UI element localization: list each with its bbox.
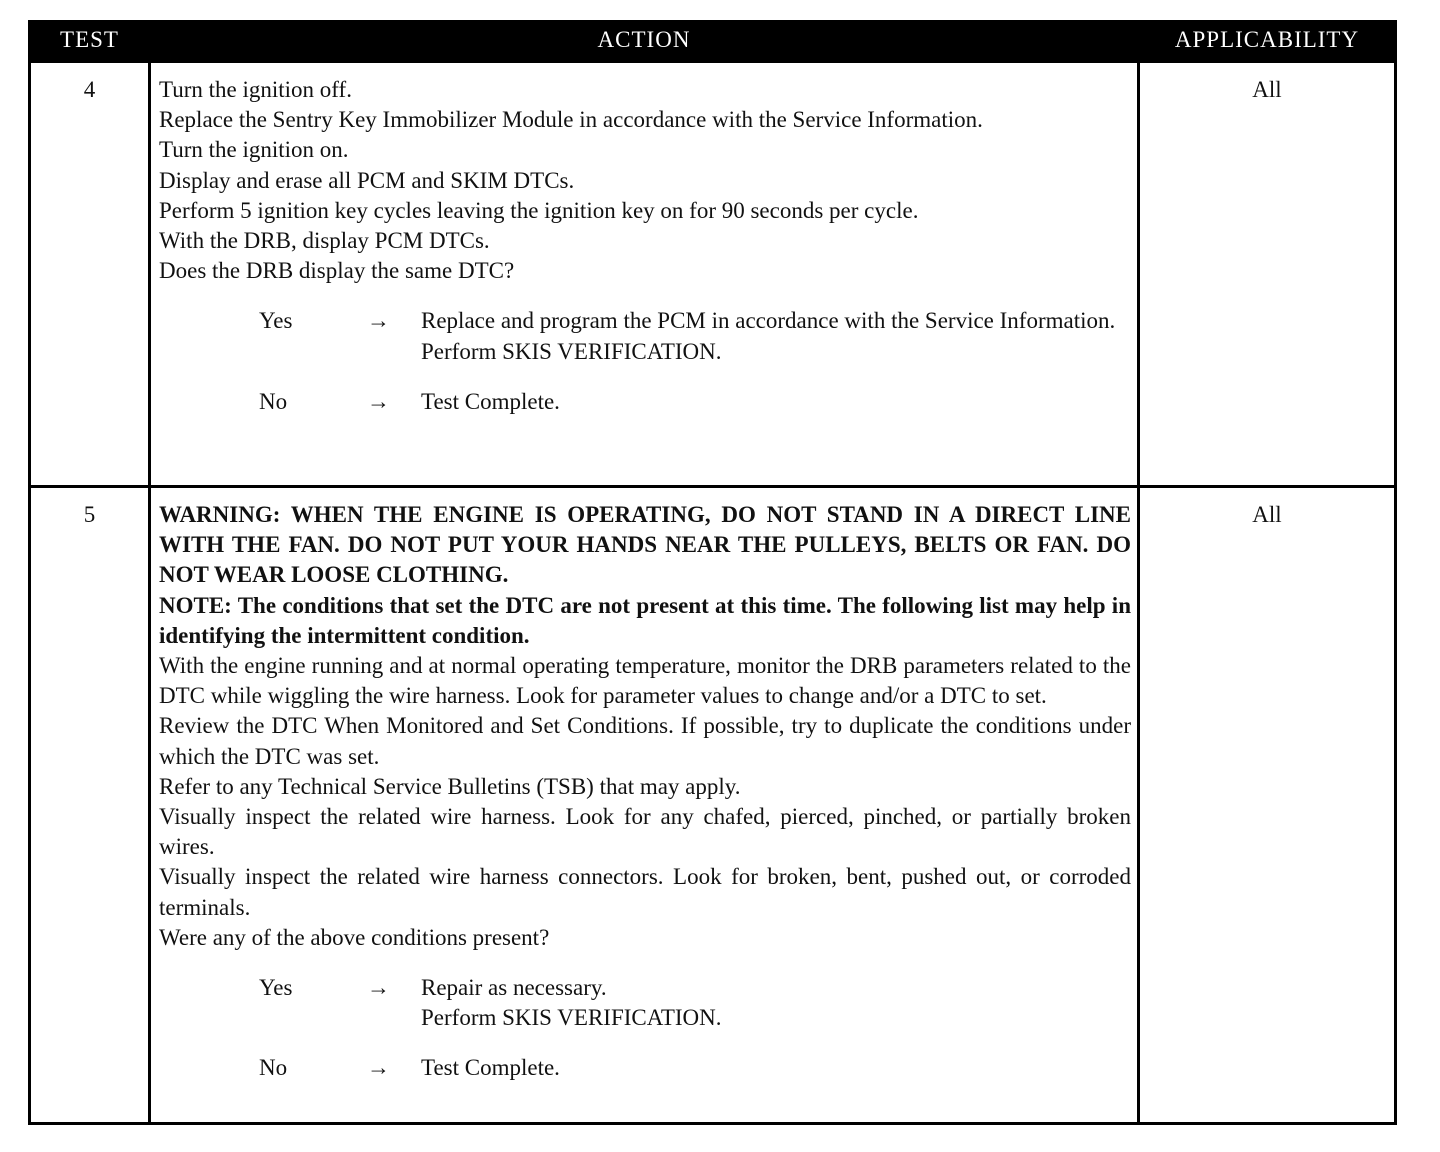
no-label: No <box>259 1055 288 1081</box>
header-applicability: APPLICABILITY <box>1139 20 1396 62</box>
action-step: Turn the ignition off. <box>159 77 352 102</box>
applicability-value: All <box>1139 487 1396 1124</box>
yes-result-line: Repair as necessary. <box>421 975 607 1001</box>
action-step: Perform 5 ignition key cycles leaving the ignition key on for 90 seconds per cycle. <box>159 197 919 223</box>
arrow-right-icon: → <box>367 1055 390 1081</box>
no-result <box>421 387 1131 417</box>
table-row <box>30 62 1396 487</box>
action-step: Visually inspect the related wire harness. Look for any chafed, pierced, pinched, or partially broken wires. <box>159 804 1131 860</box>
diagnostic-test-table <box>28 20 1394 1125</box>
action-step: Refer to any Technical Service Bulletins (TSB) that may apply. <box>159 773 741 799</box>
no-label: No <box>259 388 288 414</box>
no-result <box>421 1053 1131 1083</box>
test-number: 5 <box>30 487 150 1124</box>
header-test: TEST <box>30 20 150 62</box>
yes-result-line: Perform SKIS VERIFICATION. <box>421 1005 722 1031</box>
no-branch <box>159 1053 1131 1083</box>
table-row <box>30 487 1396 1124</box>
action-step: With the engine running and at normal operating temperature, monitor the DRB parameters related to the DTC while wiggling the wire harness. Look for parameter values to change and/or a DTC to set. <box>159 653 1131 709</box>
arrow-right-icon: → <box>367 308 390 334</box>
note-text: NOTE: The conditions that set the DTC are not present at this time. The following list may help in identifying the intermittent condition. <box>159 592 1131 648</box>
applicability-value: All <box>1139 62 1396 487</box>
no-result-line: Test Complete. <box>421 388 560 414</box>
test-number: 4 <box>30 62 150 487</box>
no-result-line: Test Complete. <box>421 1055 560 1081</box>
action-step: Turn the ignition on. <box>159 137 349 163</box>
yes-result <box>421 973 1131 1033</box>
action-cell <box>150 62 1139 487</box>
action-step: With the DRB, display PCM DTCs. <box>159 228 490 254</box>
arrow-right-icon: → <box>367 388 390 414</box>
warning-text: WARNING: WHEN THE ENGINE IS OPERATING, DO NOT STAND IN A DIRECT LINE WITH THE FAN. DO NOT PUT YOUR HANDS NEAR THE PULLEYS, BELTS OR FAN. DO NOT WEAR LOOSE CLOTHING. <box>159 502 1131 588</box>
action-cell <box>150 487 1139 1124</box>
action-question: Does the DRB display the same DTC? <box>159 258 515 284</box>
yes-branch <box>159 306 1131 366</box>
yes-result <box>421 306 1131 366</box>
yes-branch <box>159 973 1131 1033</box>
test-table <box>28 20 1397 1125</box>
yes-label: Yes <box>259 975 293 1001</box>
header-action: ACTION <box>150 20 1139 62</box>
action-step: Display and erase all PCM and SKIM DTCs. <box>159 167 575 193</box>
header-row <box>30 20 1396 62</box>
action-question: Were any of the above conditions present? <box>159 924 550 950</box>
action-step: Visually inspect the related wire harness connectors. Look for broken, bent, pushed out, or corroded terminals. <box>159 864 1131 920</box>
yes-result-line: Perform SKIS VERIFICATION. <box>421 338 722 364</box>
action-step: Review the DTC When Monitored and Set Conditions. If possible, try to duplicate the conditions under which the DTC was set. <box>159 713 1131 769</box>
arrow-right-icon: → <box>367 975 390 1001</box>
yes-result-line: Replace and program the PCM in accordance with the Service Information. <box>421 308 1116 334</box>
no-branch <box>159 387 1131 417</box>
yes-label: Yes <box>259 308 293 334</box>
action-step: Replace the Sentry Key Immobilizer Module in accordance with the Service Information. <box>159 107 983 133</box>
